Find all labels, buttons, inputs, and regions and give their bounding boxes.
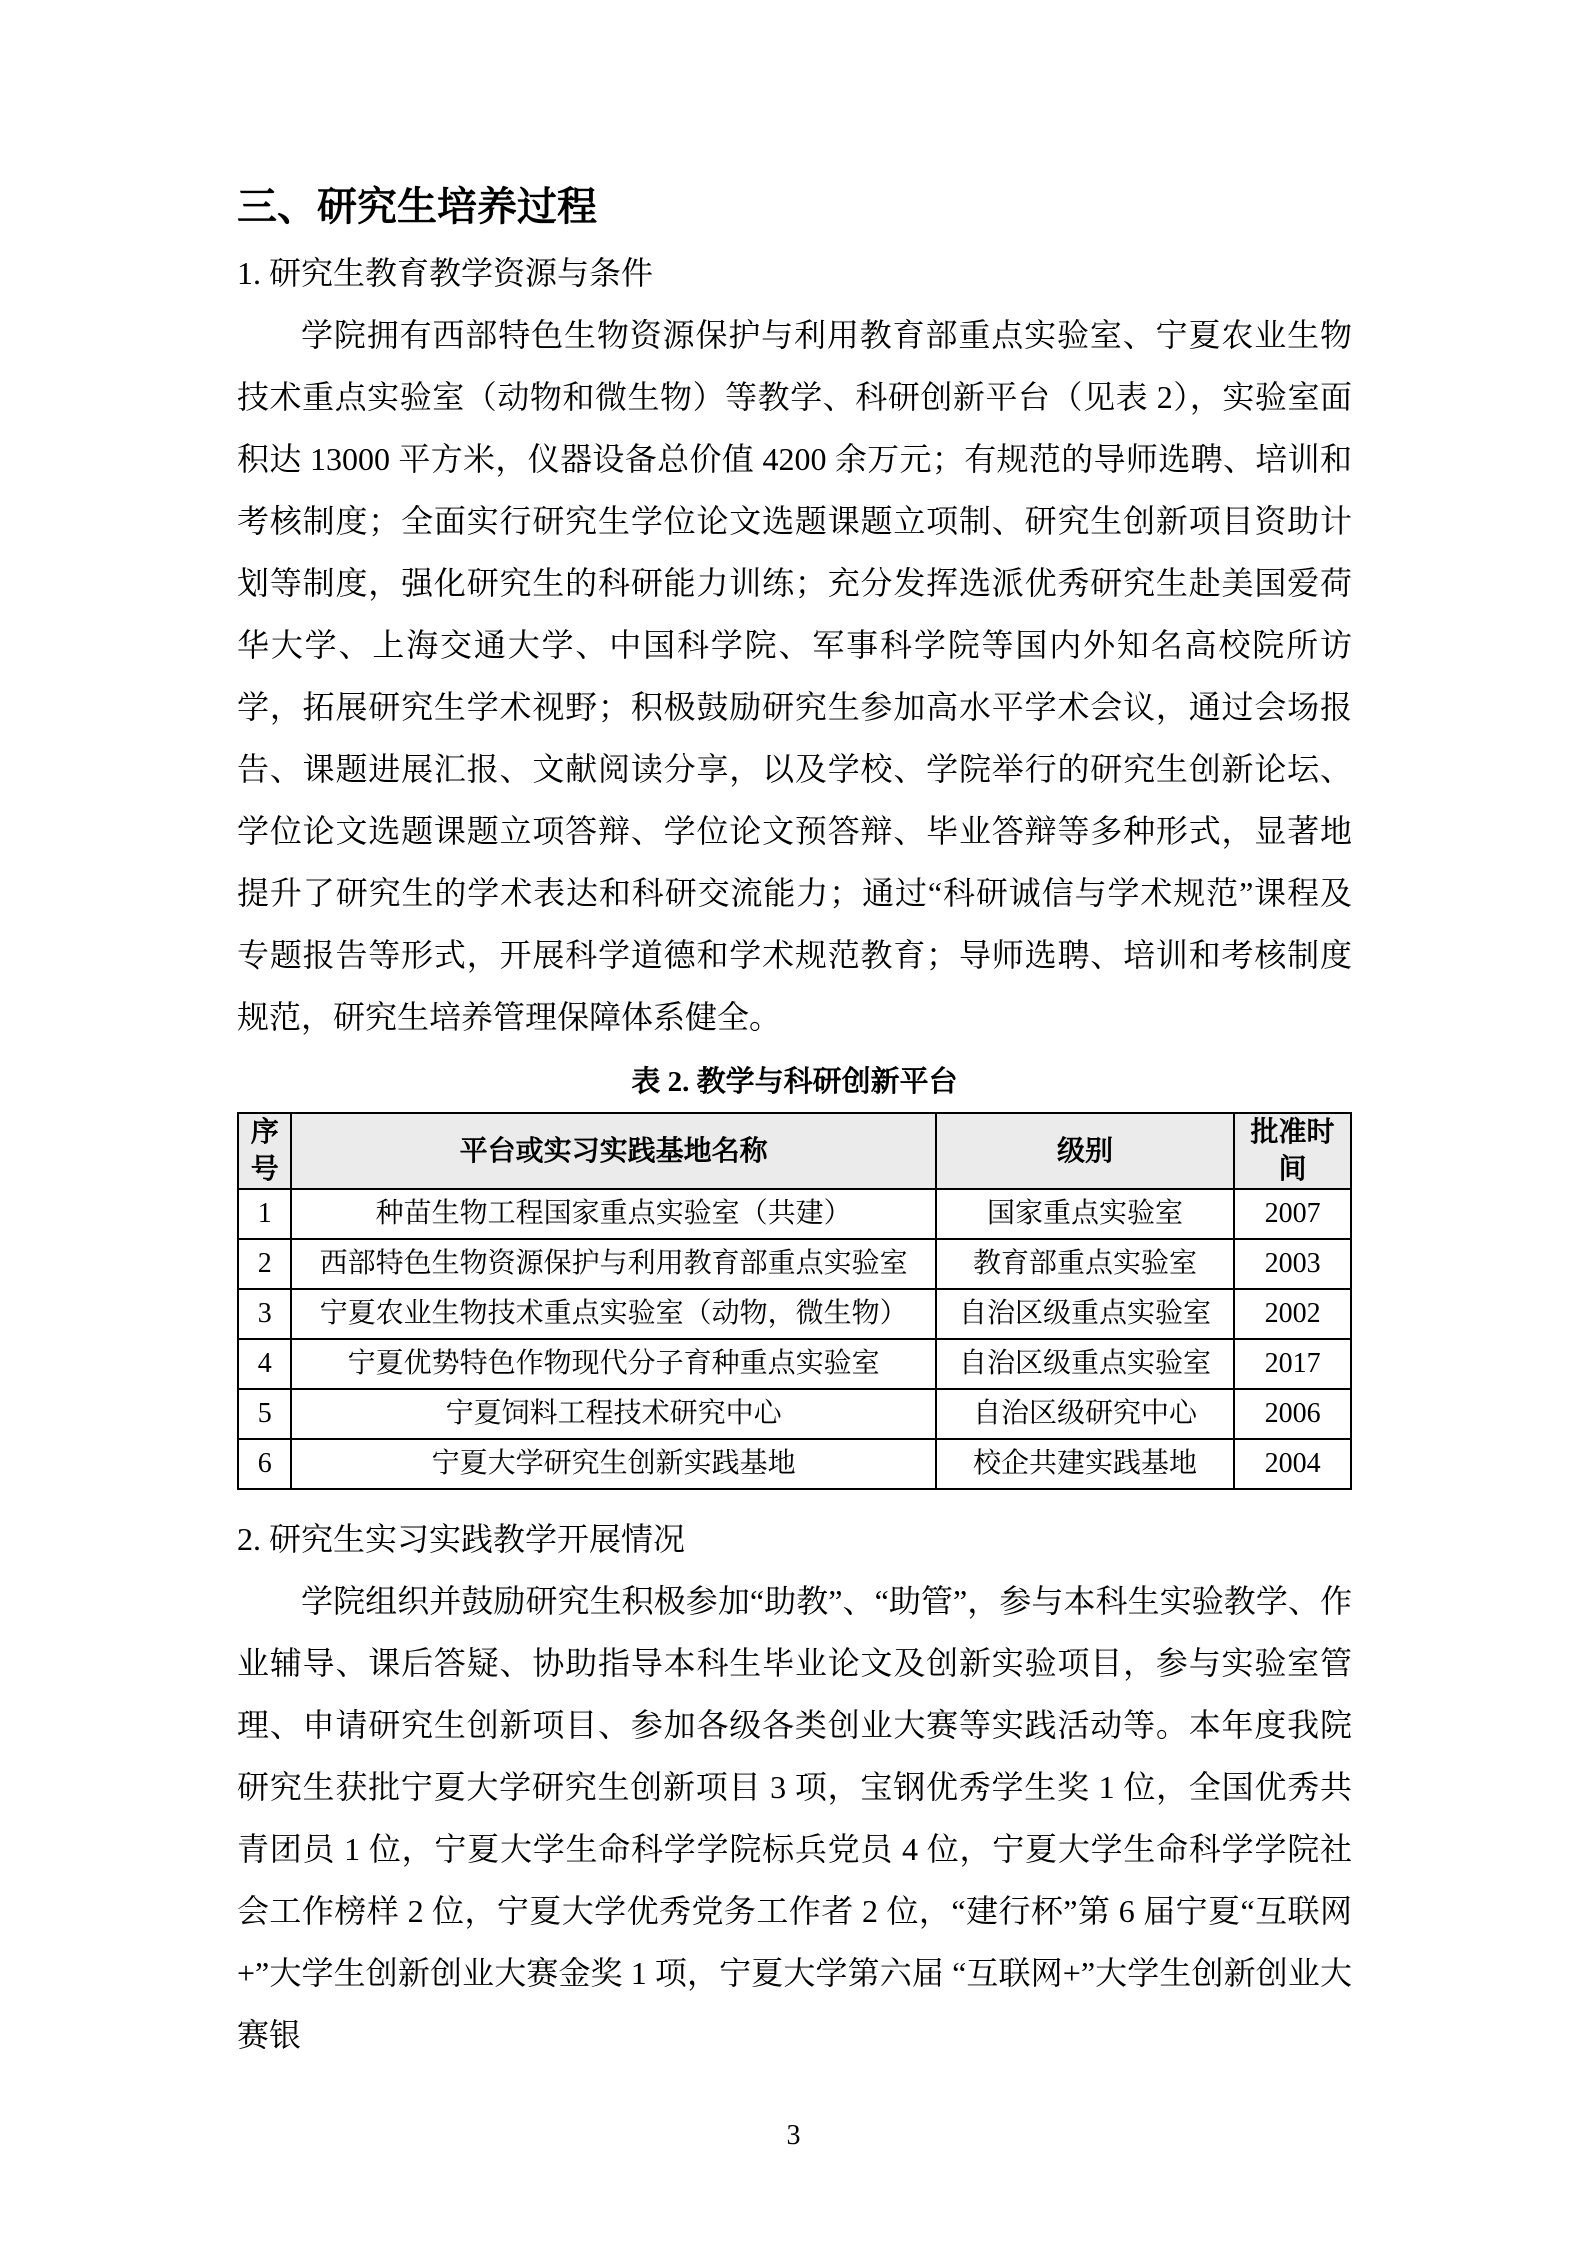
- column-header-level: 级别: [936, 1113, 1234, 1189]
- subsection-2-title: 2. 研究生实习实践教学开展情况: [237, 1521, 686, 1557]
- column-header-seq: 序号: [238, 1113, 291, 1189]
- column-header-year: 批准时间: [1234, 1113, 1351, 1189]
- cell-name: 西部特色生物资源保护与利用教育部重点实验室: [291, 1239, 935, 1289]
- table-row: [238, 1339, 1351, 1389]
- page-number: 3: [786, 2120, 801, 2151]
- cell-level: 教育部重点实验室: [936, 1239, 1234, 1289]
- cell-name: 宁夏优势特色作物现代分子育种重点实验室: [291, 1339, 935, 1389]
- cell-seq: 4: [238, 1339, 291, 1389]
- table-row: [238, 1289, 1351, 1339]
- table-row: [238, 1239, 1351, 1289]
- platforms-table: [237, 1112, 1352, 1490]
- cell-level: 自治区级重点实验室: [936, 1289, 1234, 1339]
- cell-seq: 6: [238, 1439, 291, 1489]
- cell-year: 2002: [1234, 1289, 1351, 1339]
- cell-seq: 2: [238, 1239, 291, 1289]
- cell-year: 2017: [1234, 1339, 1351, 1389]
- table-row: [238, 1439, 1351, 1489]
- cell-name: 宁夏大学研究生创新实践基地: [291, 1439, 935, 1489]
- cell-year: 2003: [1234, 1239, 1351, 1289]
- cell-level: 国家重点实验室: [936, 1189, 1234, 1239]
- cell-seq: 3: [238, 1289, 291, 1339]
- table-header-row: [238, 1113, 1351, 1189]
- cell-seq: 1: [238, 1189, 291, 1239]
- table-caption: 表 2. 教学与科研创新平台: [631, 1066, 958, 1098]
- subsection-1-paragraph: 学院拥有西部特色生物资源保护与利用教育部重点实验室、宁夏农业生物技术重点实验室（动物和微生物）等教学、科研创新平台（见表 2），实验室面积达 13000 平方米，仪器设备总价值 4200 余万元；有规范的导师选聘、培训和考核制度；全面实行研究生学位论文选题课题立项制、研究生创新项目资助计划等制度，强化研究生的科研能力训练；充分发挥选派优秀研究生赴美国爱荷华大学、上海交通大学、中国科学院、军事科学院等国内外知名高校院所访学，拓展研究生学术视野；积极鼓励研究生参加高水平学术会议，通过会场报告、课题进展汇报、文献阅读分享，以及学校、学院举行的研究生创新论坛、学位论文选题课题立项答辩、学位论文预答辩、毕业答辩等多种形式，显著地提升了研究生的学术表达和科研交流能力；通过“科研诚信与学术规范”课程及专题报告等形式，开展科学道德和学术规范教育；导师选聘、培训和考核制度规范，研究生培养管理保障体系健全。: [237, 317, 1352, 1035]
- table-row: [238, 1389, 1351, 1439]
- cell-year: 2004: [1234, 1439, 1351, 1489]
- subsection-1-title: 1. 研究生教育教学资源与条件: [237, 255, 654, 291]
- cell-name: 宁夏农业生物技术重点实验室（动物，微生物）: [291, 1289, 935, 1339]
- cell-name: 种苗生物工程国家重点实验室（共建）: [291, 1189, 935, 1239]
- cell-name: 宁夏饲料工程技术研究中心: [291, 1389, 935, 1439]
- cell-level: 自治区级研究中心: [936, 1389, 1234, 1439]
- cell-level: 自治区级重点实验室: [936, 1339, 1234, 1389]
- column-header-name: 平台或实习实践基地名称: [291, 1113, 935, 1189]
- cell-seq: 5: [238, 1389, 291, 1439]
- cell-year: 2007: [1234, 1189, 1351, 1239]
- subsection-2-paragraph: 学院组织并鼓励研究生积极参加“助教”、“助管”，参与本科生实验教学、作业辅导、课后答疑、协助指导本科生毕业论文及创新实验项目，参与实验室管理、申请研究生创新项目、参加各级各类创业大赛等实践活动等。本年度我院研究生获批宁夏大学研究生创新项目 3 项，宝钢优秀学生奖 1 位，全国优秀共青团员 1 位，宁夏大学生命科学学院标兵党员 4 位，宁夏大学生命科学学院社会工作榜样 2 位，宁夏大学优秀党务工作者 2 位，“建行杯”第 6 届宁夏“互联网+”大学生创新创业大赛金奖 1 项，宁夏大学第六届 “互联网+”大学生创新创业大赛银: [237, 1583, 1352, 2053]
- cell-year: 2006: [1234, 1389, 1351, 1439]
- table-row: [238, 1189, 1351, 1239]
- main-heading: 三、研究生培养过程: [237, 184, 597, 229]
- cell-level: 校企共建实践基地: [936, 1439, 1234, 1489]
